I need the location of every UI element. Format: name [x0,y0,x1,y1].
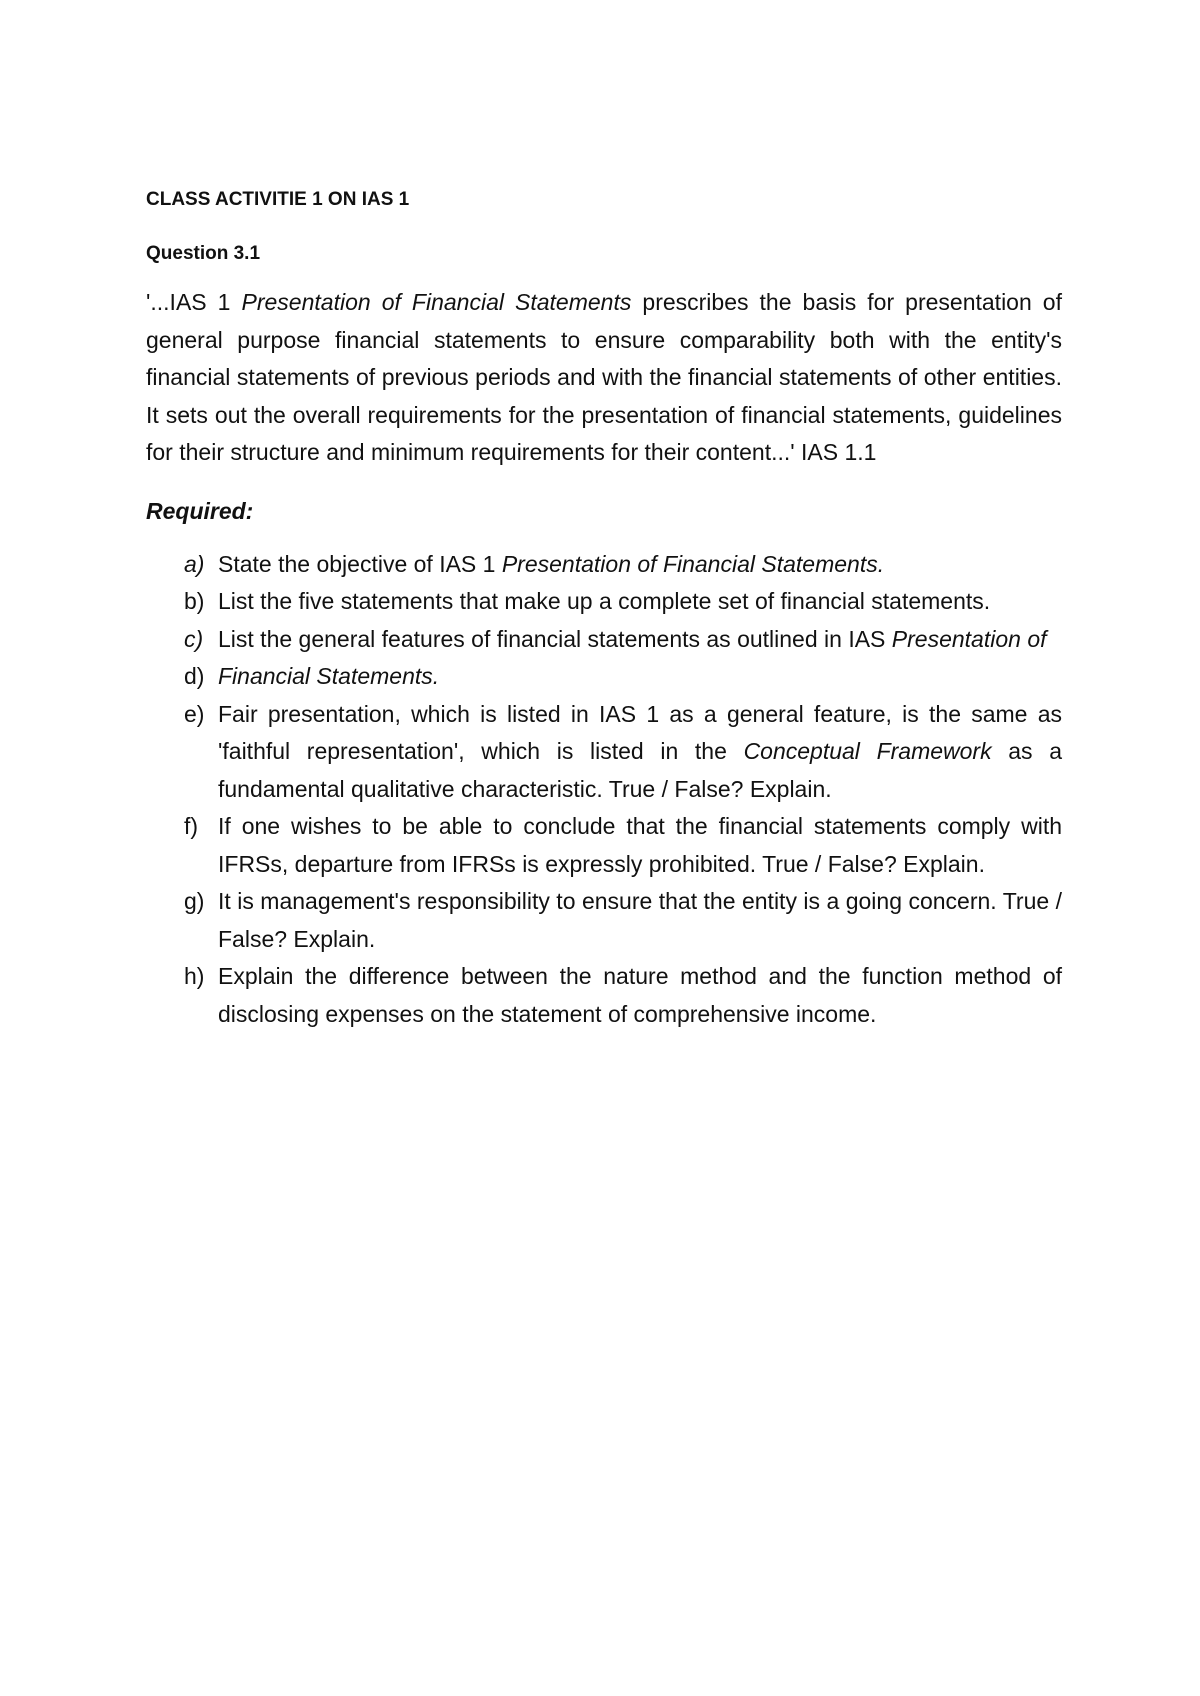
list-item [184,696,1062,809]
item-text-part: List the five statements that make up a complete set of financial statements. [218,588,991,614]
item-text [218,621,1062,659]
item-marker: g) [184,888,205,914]
item-text [218,658,1062,696]
list-item [184,583,1062,621]
list-item [184,958,1062,1033]
item-text-part: If one wishes to be able to conclude that the financial statements comply with IFRSs, departure from IFRSs is expressly prohibited. True / False? Explain. [218,813,1062,877]
item-marker: e) [184,700,205,727]
list-item [184,808,1062,883]
intro-text-start: '...IAS 1 [146,289,242,315]
item-text [218,883,1062,958]
intro-text-rest: prescribes the basis for presentation of general purpose financial statements to ensure comparability both with the entity's financial statements of previous periods and with the financial statements of other entities. It sets out the overall requirements for the presentation of financial statements, guidelines for their structure and minimum requirements for their content...' IAS 1.1 [146,289,1062,465]
list-item [184,621,1062,659]
required-heading: Required: [146,497,254,524]
item-marker: a) [184,550,205,577]
item-text-italic: Presentation of Financial Statements. [501,550,885,577]
question-title: Question 3.1 [146,243,261,264]
list-item [184,546,1062,584]
item-text [218,808,1062,883]
item-text [218,546,1062,584]
intro-paragraph [146,284,1062,472]
item-text-part: Fair presentation, which is listed in IAS 1 as a general feature, is the same as 'faithful representation', which is listed in the [218,700,1062,764]
question-list [146,546,1062,1034]
item-text-part: as a fundamental qualitative characteristic. True / False? Explain. [218,738,1062,802]
item-text-part: State the objective of IAS 1 [218,550,502,577]
item-text [218,958,1062,1033]
document-title: CLASS ACTIVITIE 1 ON IAS 1 [146,189,410,210]
item-text-part: List the general features of financial statements as outlined in IAS [218,625,892,652]
list-item [184,883,1062,958]
item-text-italic: Conceptual Framework [743,738,992,764]
item-marker: h) [184,963,205,989]
item-text-italic: Presentation of [891,625,1047,652]
item-text [218,583,1062,621]
item-text-part: Explain the difference between the nature method and the function method of disclosing expenses on the statement of comprehensive income. [218,963,1062,1027]
item-text-italic: Financial Statements. [218,663,440,689]
item-marker: b) [184,588,205,614]
item-marker: f) [184,813,199,839]
item-marker: c) [184,625,204,652]
intro-standard-title: Presentation of Financial Statements [241,289,632,315]
item-text [218,696,1062,809]
item-text-part: It is management's responsibility to ensure that the entity is a going concern. True / False? Explain. [218,888,1062,952]
list-item [184,658,1062,696]
item-marker: d) [184,663,205,689]
